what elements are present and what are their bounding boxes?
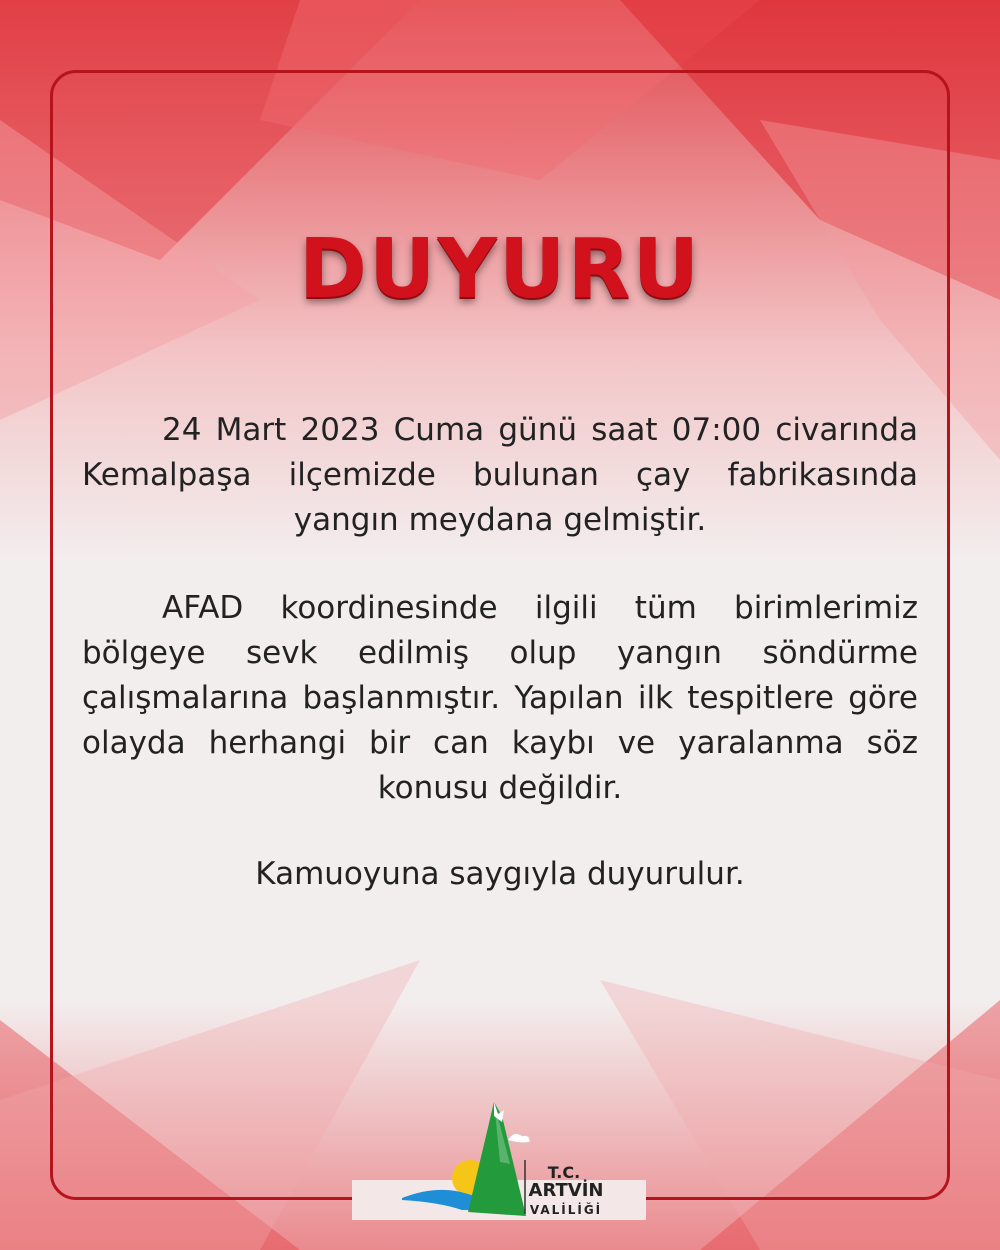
logo-line-artvin: ARTVİN bbox=[528, 1180, 604, 1201]
logo-line-tc: T.C. bbox=[547, 1163, 581, 1182]
page-title: DUYURU bbox=[298, 222, 702, 317]
logo-line-valiligi: VALİLİĞİ bbox=[529, 1203, 603, 1217]
paragraph-closing: Kamuoyuna saygıyla duyurulur. bbox=[255, 856, 745, 892]
paragraph-response: AFAD koordinesinde ilgili tüm birimlerimiz bölgeye sevk edilmiş olup yangın söndürme çalışmalarına başlanmıştır. Yapılan ilk tespitlere göre olayda herhangi bir can kaybı ve yaralanma söz konusu değildir. bbox=[82, 590, 918, 806]
artvin-valiligi-logo bbox=[398, 1098, 612, 1222]
paragraph-incident: 24 Mart 2023 Cuma günü saat 07:00 civarında Kemalpaşa ilçemizde bulunan çay fabrikasında yangın meydana gelmiştir. bbox=[82, 412, 918, 538]
